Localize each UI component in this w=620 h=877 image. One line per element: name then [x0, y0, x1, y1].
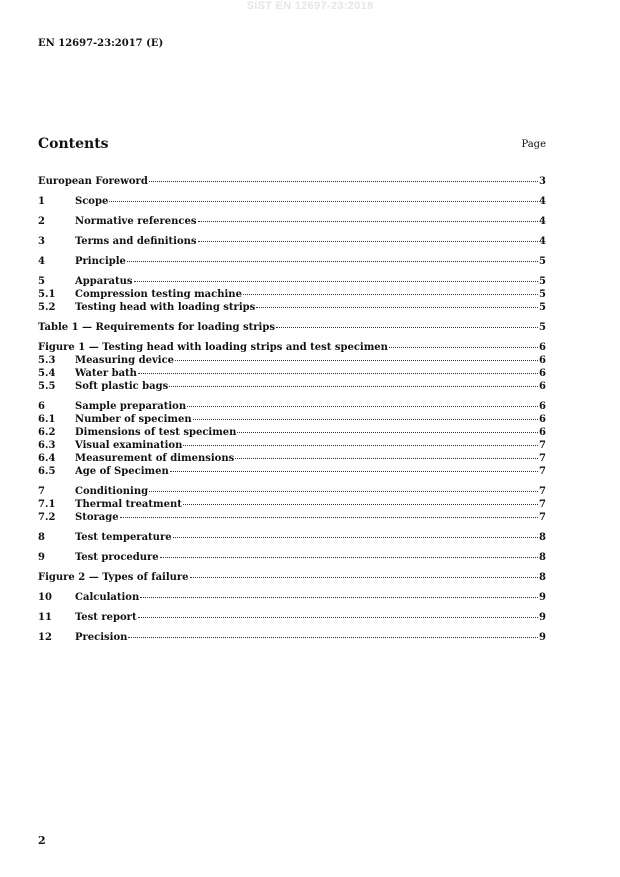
toc-entry-title: Figure 2 — Types of failure	[38, 572, 189, 583]
toc-entry-title: Water bath	[75, 368, 137, 379]
dot-leader	[198, 241, 539, 242]
toc-entry[interactable]	[38, 531, 546, 544]
toc-entry[interactable]	[38, 631, 546, 644]
toc-entry[interactable]	[38, 413, 546, 426]
dot-leader	[243, 294, 538, 295]
toc-entry[interactable]	[38, 175, 546, 188]
dot-leader	[140, 597, 538, 598]
toc-entry-title: Measurement of dimensions	[75, 453, 235, 464]
toc-entry-page: 9	[539, 612, 546, 623]
toc-entry-number: 6.5	[38, 466, 56, 477]
toc-entry-page: 7	[539, 486, 546, 497]
toc-entry[interactable]	[38, 321, 546, 334]
toc-entry-page: 6	[539, 368, 546, 379]
toc-entry[interactable]	[38, 195, 546, 208]
toc-entry-title: Calculation	[75, 592, 140, 603]
toc-entry-page: 4	[539, 236, 546, 247]
toc-entry-number: 5.2	[38, 302, 56, 313]
toc-entry-page: 6	[539, 342, 546, 353]
dot-leader	[276, 327, 538, 328]
toc-entry-title: Figure 1 — Testing head with loading strips and test specimen	[38, 342, 388, 353]
dot-leader	[149, 181, 538, 182]
dot-leader	[127, 261, 538, 262]
toc-entry-number: 6	[38, 401, 45, 412]
dot-leader	[190, 577, 538, 578]
toc-entry-title: Soft plastic bags	[75, 381, 169, 392]
toc-entry[interactable]	[38, 551, 546, 564]
toc-entry[interactable]	[38, 275, 546, 288]
toc-entry-page: 5	[539, 302, 546, 313]
dot-leader	[256, 307, 538, 308]
dot-leader	[187, 406, 538, 407]
toc-entry[interactable]	[38, 215, 546, 228]
toc-entry-page: 3	[539, 176, 546, 187]
toc-entry-page: 4	[539, 216, 546, 227]
toc-entry-page: 8	[539, 532, 546, 543]
toc-entry-title: Measuring device	[75, 355, 175, 366]
toc-entry-title: Apparatus	[75, 276, 133, 287]
toc-entry-number: 8	[38, 532, 45, 543]
toc-entry-title: European Foreword	[38, 176, 148, 187]
toc-entry-title: Dimensions of test specimen	[75, 427, 237, 438]
toc-entry[interactable]	[38, 611, 546, 624]
dot-leader	[170, 471, 538, 472]
toc-entry[interactable]	[38, 511, 546, 524]
toc-entry-title: Normative references	[75, 216, 197, 227]
toc-entry[interactable]	[38, 301, 546, 314]
toc-entry-page: 6	[539, 381, 546, 392]
toc-entry-title: Scope	[75, 196, 109, 207]
toc-entry-title: Age of Specimen	[75, 466, 169, 477]
toc-entry-title: Principle	[75, 256, 126, 267]
toc-entry[interactable]	[38, 426, 546, 439]
toc-entry-title: Table 1 — Requirements for loading strips	[38, 322, 275, 333]
toc-entry-number: 5.5	[38, 381, 56, 392]
toc-entry-page: 9	[539, 592, 546, 603]
toc-entry-page: 7	[539, 466, 546, 477]
toc-entry-title: Test report	[75, 612, 137, 623]
dot-leader	[134, 281, 539, 282]
toc-entry-page: 6	[539, 427, 546, 438]
toc-entry-title: Sample preparation	[75, 401, 187, 412]
toc-entry-page: 9	[539, 632, 546, 643]
dot-leader	[183, 504, 538, 505]
toc-entry[interactable]	[38, 235, 546, 248]
toc-entry-page: 5	[539, 322, 546, 333]
page-column-label: Page	[521, 139, 546, 150]
toc-entry-title: Test procedure	[75, 552, 159, 563]
toc-entry-title: Test temperature	[75, 532, 172, 543]
dot-leader	[138, 617, 538, 618]
toc-entry-title: Thermal treatment	[75, 499, 182, 510]
toc-entry-number: 6.2	[38, 427, 56, 438]
toc-entry-title: Number of specimen	[75, 414, 192, 425]
toc-entry-page: 8	[539, 572, 546, 583]
toc-entry-page: 6	[539, 401, 546, 412]
toc-entry-number: 12	[38, 632, 52, 643]
toc-entry-number: 2	[38, 216, 45, 227]
toc-entry[interactable]	[38, 452, 546, 465]
toc-entry-number: 6.4	[38, 453, 56, 464]
toc-entry[interactable]	[38, 341, 546, 354]
dot-leader	[138, 373, 538, 374]
toc-entry[interactable]	[38, 288, 546, 301]
toc-entry-number: 3	[38, 236, 45, 247]
toc-entry[interactable]	[38, 498, 546, 511]
dot-leader	[160, 557, 538, 558]
toc-entry[interactable]	[38, 591, 546, 604]
toc-entry-title: Storage	[75, 512, 119, 523]
toc-entry-title: Compression testing machine	[75, 289, 242, 300]
toc-entry[interactable]	[38, 485, 546, 498]
document-id: EN 12697-23:2017 (E)	[38, 38, 164, 49]
toc-entry-page: 7	[539, 440, 546, 451]
toc-entry[interactable]	[38, 439, 546, 452]
toc-entry-number: 7	[38, 486, 45, 497]
dot-leader	[120, 517, 538, 518]
toc-entry[interactable]	[38, 465, 546, 478]
toc-entry-number: 5.3	[38, 355, 56, 366]
toc-entry-page: 4	[539, 196, 546, 207]
toc-entry-title: Conditioning	[75, 486, 149, 497]
watermark: SIST EN 12697-23:2018	[246, 0, 374, 12]
toc-entry-page: 5	[539, 289, 546, 300]
toc-entry-page: 6	[539, 355, 546, 366]
toc-entry-page: 7	[539, 453, 546, 464]
contents-header	[38, 136, 546, 156]
contents-title: Contents	[38, 136, 109, 152]
toc-entry[interactable]	[38, 255, 546, 268]
dot-leader	[193, 419, 538, 420]
toc-entry-page: 7	[539, 499, 546, 510]
dot-leader	[175, 360, 538, 361]
toc-entry-title: Visual examination	[75, 440, 183, 451]
dot-leader	[237, 432, 538, 433]
toc-entry[interactable]	[38, 380, 546, 393]
toc-entry-number: 7.1	[38, 499, 56, 510]
table-of-contents	[38, 175, 546, 644]
toc-entry[interactable]	[38, 354, 546, 367]
toc-entry-title: Terms and definitions	[75, 236, 197, 247]
toc-entry-page: 8	[539, 552, 546, 563]
dot-leader	[128, 637, 538, 638]
toc-entry[interactable]	[38, 571, 546, 584]
toc-entry-number: 6.1	[38, 414, 56, 425]
dot-leader	[169, 386, 538, 387]
dot-leader	[109, 201, 538, 202]
toc-entry-number: 5.4	[38, 368, 56, 379]
toc-entry-title: Precision	[75, 632, 128, 643]
page-number: 2	[38, 834, 46, 847]
toc-entry-title: Testing head with loading strips	[75, 302, 256, 313]
dot-leader	[235, 458, 538, 459]
dot-leader	[183, 445, 538, 446]
toc-entry-number: 6.3	[38, 440, 56, 451]
toc-entry[interactable]	[38, 367, 546, 380]
dot-leader	[198, 221, 539, 222]
dot-leader	[389, 347, 538, 348]
dot-leader	[149, 491, 538, 492]
toc-entry-number: 1	[38, 196, 45, 207]
toc-entry-page: 5	[539, 276, 546, 287]
toc-entry-number: 5	[38, 276, 45, 287]
toc-entry[interactable]	[38, 400, 546, 413]
dot-leader	[173, 537, 538, 538]
toc-entry-number: 11	[38, 612, 52, 623]
toc-entry-number: 7.2	[38, 512, 56, 523]
toc-entry-number: 9	[38, 552, 45, 563]
toc-entry-number: 4	[38, 256, 45, 267]
toc-entry-page: 5	[539, 256, 546, 267]
toc-entry-number: 10	[38, 592, 52, 603]
toc-entry-page: 7	[539, 512, 546, 523]
toc-entry-page: 6	[539, 414, 546, 425]
toc-entry-number: 5.1	[38, 289, 56, 300]
